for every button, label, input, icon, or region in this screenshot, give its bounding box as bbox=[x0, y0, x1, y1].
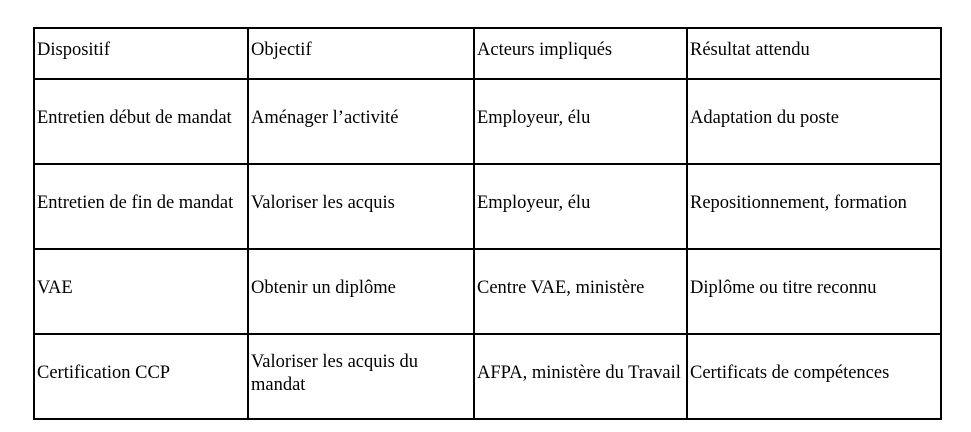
table-cell: Valoriser les acquis du mandat bbox=[248, 334, 474, 419]
table-cell: Aménager l’activité bbox=[248, 79, 474, 164]
table-cell: Entretien de fin de mandat bbox=[34, 164, 248, 249]
table-row bbox=[34, 79, 941, 164]
table-cell: AFPA, ministère du Travail bbox=[474, 334, 687, 419]
table-cell: Obtenir un diplôme bbox=[248, 249, 474, 334]
table-cell: Certificats de compétences bbox=[687, 334, 941, 419]
header-cell: Résultat attendu bbox=[687, 28, 941, 79]
table-cell: Certification CCP bbox=[34, 334, 248, 419]
table-cell: VAE bbox=[34, 249, 248, 334]
header-cell: Dispositif bbox=[34, 28, 248, 79]
dispositifs-table bbox=[33, 27, 942, 420]
table-cell: Repositionnement, formation bbox=[687, 164, 941, 249]
table-cell: Entretien début de mandat bbox=[34, 79, 248, 164]
header-cell: Acteurs impliqués bbox=[474, 28, 687, 79]
table-cell: Employeur, élu bbox=[474, 164, 687, 249]
table-row bbox=[34, 334, 941, 419]
table-cell: Centre VAE, ministère bbox=[474, 249, 687, 334]
table-cell: Adaptation du poste bbox=[687, 79, 941, 164]
table-header-row bbox=[34, 28, 941, 79]
header-cell: Objectif bbox=[248, 28, 474, 79]
table-row bbox=[34, 249, 941, 334]
table-cell: Valoriser les acquis bbox=[248, 164, 474, 249]
table-cell: Diplôme ou titre reconnu bbox=[687, 249, 941, 334]
table-row bbox=[34, 164, 941, 249]
table-cell: Employeur, élu bbox=[474, 79, 687, 164]
